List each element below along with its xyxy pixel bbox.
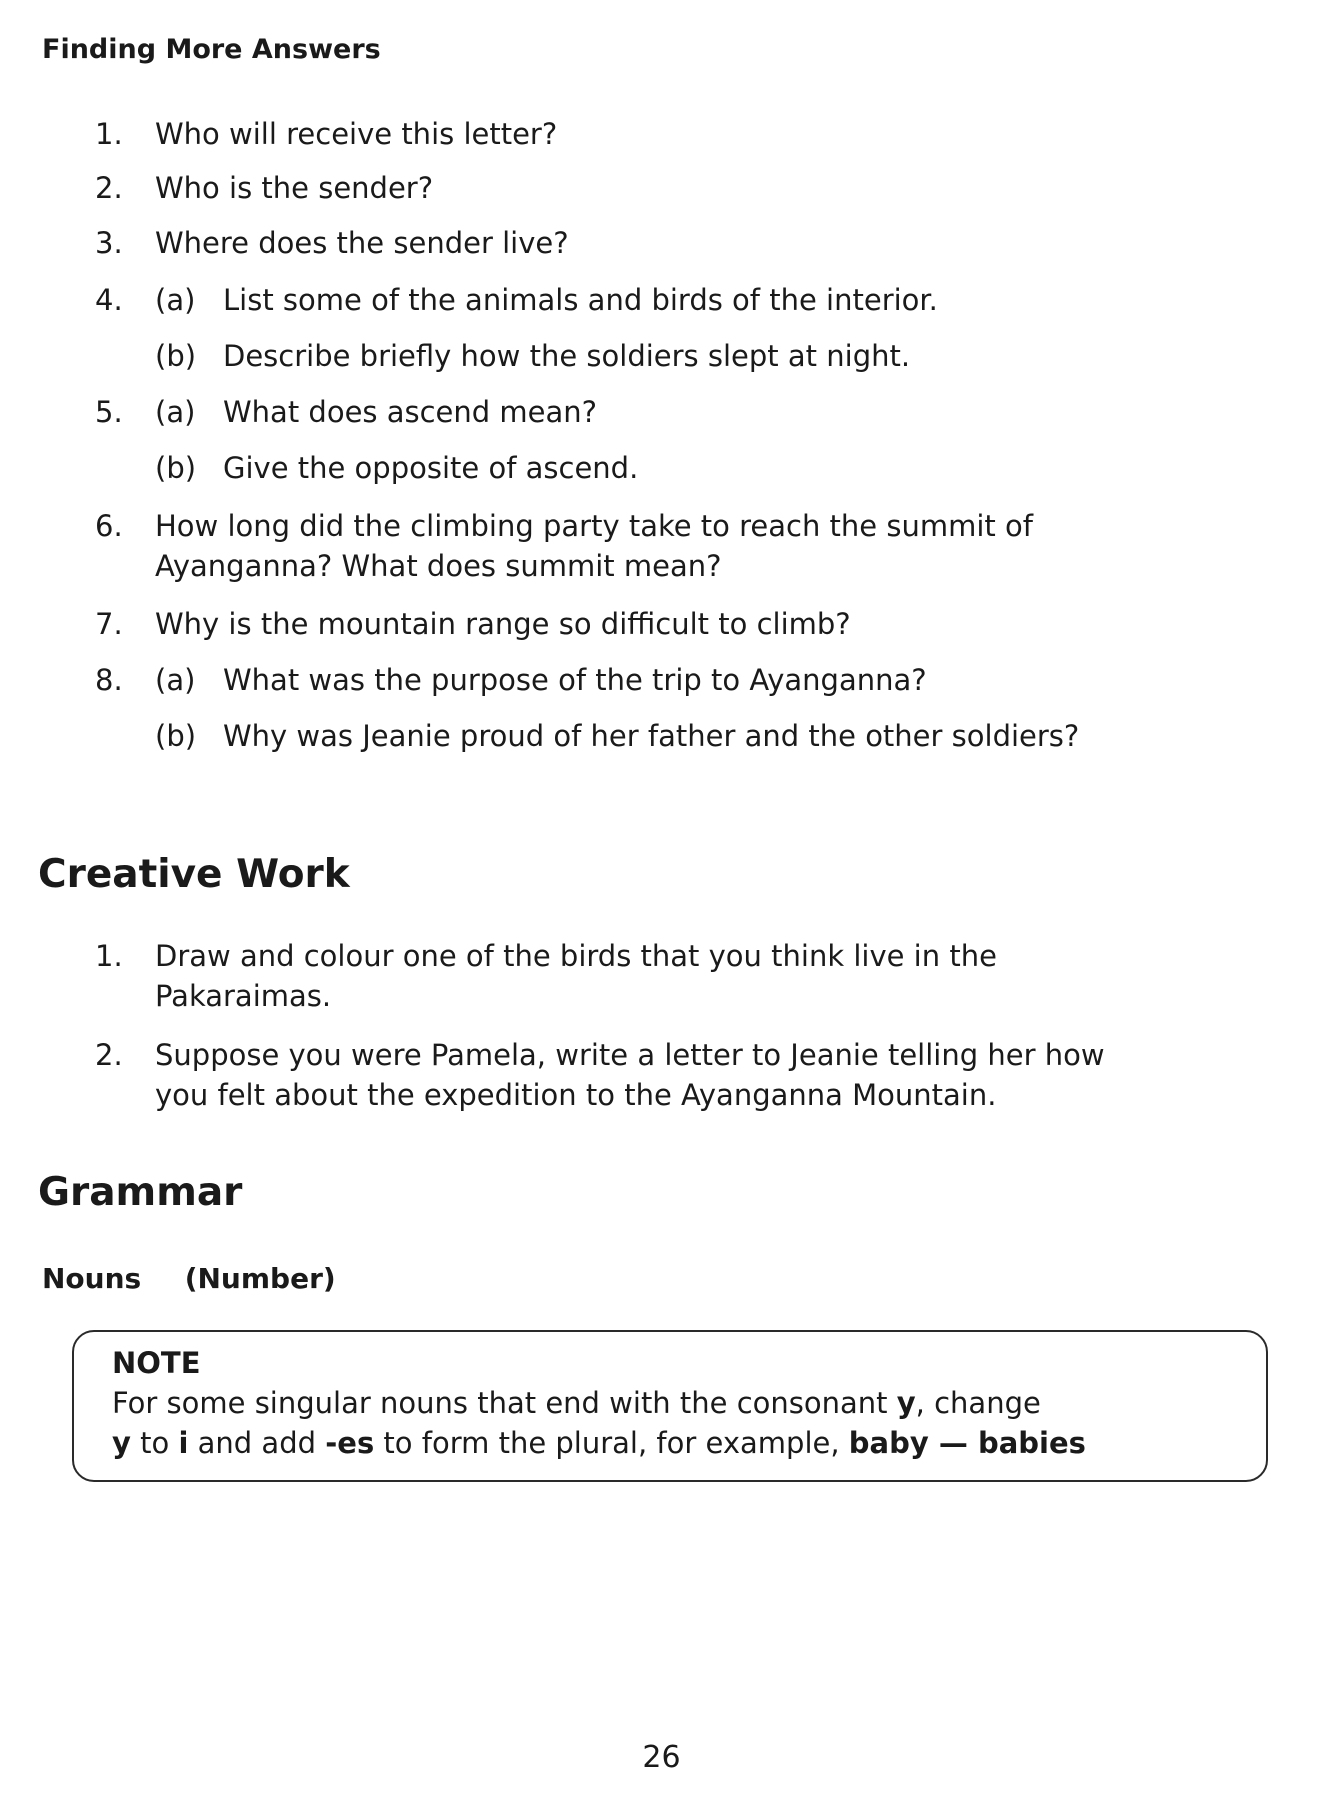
item-text-line-1: Suppose you were Pamela, write a letter to Jeanie telling her how xyxy=(155,1038,1105,1072)
note-text: to xyxy=(130,1426,179,1460)
item-number: 1. xyxy=(95,939,123,973)
question-number: 7. xyxy=(95,607,123,641)
sub-label: (a) xyxy=(155,663,196,697)
item-text-line-1: Draw and colour one of the birds that you think live in the xyxy=(155,939,997,973)
note-line-1 xyxy=(112,1386,1041,1420)
note-text: , change xyxy=(915,1386,1041,1420)
note-bold-y: y xyxy=(896,1386,916,1420)
question-text: Who will receive this letter? xyxy=(155,117,558,151)
question-number: 2. xyxy=(95,171,123,205)
grammar-heading: Grammar xyxy=(38,1170,243,1215)
note-box xyxy=(72,1330,1268,1482)
item-number: 2. xyxy=(95,1038,123,1072)
question-number: 5. xyxy=(95,395,123,429)
sub-text: What does ascend mean? xyxy=(223,395,598,429)
sub-text: Describe briefly how the soldiers slept at night. xyxy=(223,339,911,373)
note-title: NOTE xyxy=(112,1346,201,1380)
question-text: Where does the sender live? xyxy=(155,226,569,260)
note-example: baby — babies xyxy=(848,1426,1086,1460)
number-label: (Number) xyxy=(184,1262,336,1295)
page-number: 26 xyxy=(642,1740,681,1775)
sub-text: What was the purpose of the trip to Ayanganna? xyxy=(223,663,927,697)
creative-work-heading: Creative Work xyxy=(38,852,350,897)
sub-label: (a) xyxy=(155,395,196,429)
question-text-line-2: Ayanganna? What does summit mean? xyxy=(155,549,722,583)
question-number: 6. xyxy=(95,509,123,543)
sub-text: Give the opposite of ascend. xyxy=(223,451,639,485)
note-bold-es: -es xyxy=(325,1426,375,1460)
note-text: to form the plural, for example, xyxy=(374,1426,849,1460)
sub-label: (a) xyxy=(155,283,196,317)
sub-label: (b) xyxy=(155,719,197,753)
sub-label: (b) xyxy=(155,339,197,373)
note-bold-y: y xyxy=(112,1426,131,1460)
sub-label: (b) xyxy=(155,451,197,485)
question-number: 8. xyxy=(95,663,123,697)
finding-more-answers-heading: Finding More Answers xyxy=(42,34,381,65)
question-number: 3. xyxy=(95,226,123,260)
note-text: and add xyxy=(188,1426,326,1460)
item-text-line-2: you felt about the expedition to the Ayanganna Mountain. xyxy=(155,1078,997,1112)
question-text-line-1: How long did the climbing party take to reach the summit of xyxy=(155,509,1033,543)
item-text-line-2: Pakaraimas. xyxy=(155,979,332,1013)
question-text: Why is the mountain range so difficult to climb? xyxy=(155,607,851,641)
nouns-number-subheading xyxy=(42,1262,336,1295)
sub-text: List some of the animals and birds of the interior. xyxy=(223,283,938,317)
note-text: For some singular nouns that end with the consonant xyxy=(112,1386,897,1420)
question-number: 1. xyxy=(95,117,123,151)
note-bold-i: i xyxy=(178,1426,189,1460)
nouns-label: Nouns xyxy=(42,1262,142,1295)
question-number: 4. xyxy=(95,283,123,317)
sub-text: Why was Jeanie proud of her father and the other soldiers? xyxy=(223,719,1080,753)
question-text: Who is the sender? xyxy=(155,171,434,205)
note-line-2 xyxy=(112,1426,1086,1460)
